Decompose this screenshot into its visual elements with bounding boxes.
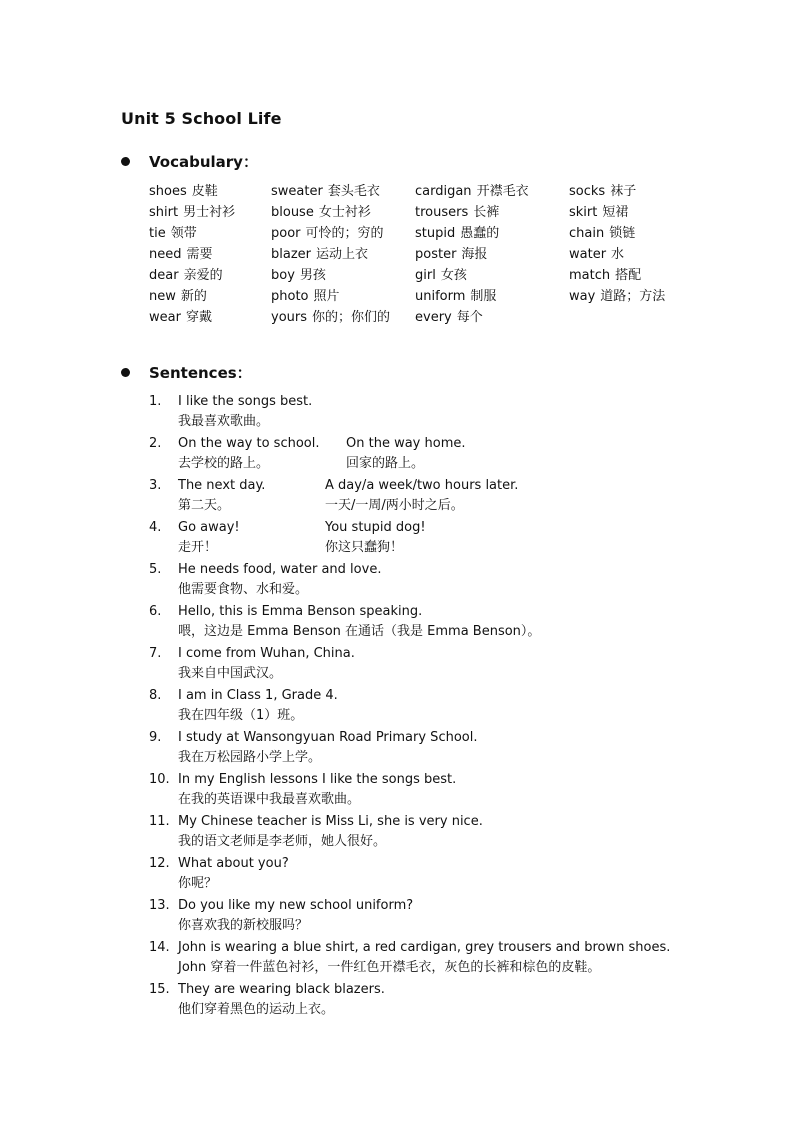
vocab-translation: 穿戴 <box>185 310 212 325</box>
vocab-translation: 皮鞋 <box>191 184 218 199</box>
vocab-translation: 愚蠢的 <box>460 226 500 241</box>
sentence-number: 1. <box>149 394 162 409</box>
vocab-entry <box>149 226 197 242</box>
sentence-chinese: 你呢？ <box>178 876 218 891</box>
page-title: Unit 5 School Life <box>121 109 282 128</box>
vocab-entry <box>415 226 499 242</box>
sentence-english: Hello, this is Emma Benson speaking. <box>178 604 423 619</box>
sentence-chinese: 喂，这边是 Emma Benson 在通话（我是 Emma Benson）。 <box>178 624 541 639</box>
vocab-entry <box>271 268 326 284</box>
vocab-entry <box>149 247 213 263</box>
sentence-number: 15. <box>149 982 170 997</box>
vocab-translation: 照片 <box>313 289 340 304</box>
bullet-icon <box>121 157 130 166</box>
vocab-word: cardigan <box>415 184 472 199</box>
sentence-number: 9. <box>149 730 162 745</box>
vocab-translation: 开襟毛衣 <box>476 184 529 199</box>
vocab-word: skirt <box>569 205 598 220</box>
sentence-chinese: 我在万松园路小学上学。 <box>178 750 322 765</box>
sentence-number: 12. <box>149 856 170 871</box>
vocab-translation: 男士衬衫 <box>183 205 236 220</box>
sentence-english: I come from Wuhan, China. <box>178 646 355 661</box>
vocab-entry <box>415 205 499 221</box>
vocab-translation: 锁链 <box>609 226 636 241</box>
vocab-entry <box>569 205 628 221</box>
vocabulary-heading <box>121 151 258 172</box>
sentence-english: I like the songs best. <box>178 394 313 409</box>
vocab-word: need <box>149 247 182 262</box>
sentence-english-alt: On the way home. <box>346 436 466 451</box>
sentence-english: I am in Class 1, Grade 4. <box>178 688 338 703</box>
vocab-word: girl <box>415 268 436 283</box>
sentence-number: 13. <box>149 898 170 913</box>
sentence-number: 7. <box>149 646 162 661</box>
sentence-chinese: 我最喜欢歌曲。 <box>178 414 270 429</box>
sentence-english: John is wearing a blue shirt, a red cardigan, grey trousers and brown shoes. <box>178 940 671 955</box>
vocab-word: new <box>149 289 176 304</box>
vocab-translation: 短裙 <box>602 205 629 220</box>
vocab-entry <box>149 184 218 200</box>
sentences-heading-label: Sentences： <box>149 364 252 382</box>
sentence-chinese: 第二天。 <box>178 498 231 513</box>
vocab-word: match <box>569 268 611 283</box>
sentence-number: 2. <box>149 436 162 451</box>
vocab-translation: 女孩 <box>440 268 467 283</box>
sentence-chinese: 去学校的路上。 <box>178 456 270 471</box>
sentence-english-alt: You stupid dog! <box>325 520 426 535</box>
sentence-english: In my English lessons I like the songs best. <box>178 772 457 787</box>
sentence-english: Do you like my new school uniform? <box>178 898 414 913</box>
vocab-word: shoes <box>149 184 187 199</box>
sentence-chinese: 在我的英语课中我最喜欢歌曲。 <box>178 792 361 807</box>
vocab-word: blazer <box>271 247 311 262</box>
vocab-entry <box>569 247 624 263</box>
sentence-chinese-alt: 你这只蠢狗！ <box>325 540 404 555</box>
sentence-chinese: 他们穿着黑色的运动上衣。 <box>178 1002 335 1017</box>
vocab-entry <box>569 226 635 242</box>
sentence-chinese: 他需要食物、水和爱。 <box>178 582 309 597</box>
sentence-number: 3. <box>149 478 162 493</box>
vocab-entry <box>271 247 368 263</box>
vocab-word: sweater <box>271 184 323 199</box>
vocab-word: dear <box>149 268 179 283</box>
sentence-chinese: 我在四年级（1）班。 <box>178 708 304 723</box>
sentence-english-alt: A day/a week/two hours later. <box>325 478 519 493</box>
vocab-word: socks <box>569 184 606 199</box>
vocabulary-heading-label: Vocabulary： <box>149 153 258 171</box>
vocab-word: chain <box>569 226 605 241</box>
vocab-translation: 运动上衣 <box>316 247 369 262</box>
sentence-english: Go away! <box>178 520 240 535</box>
vocab-translation: 你的；你们的 <box>312 310 391 325</box>
vocab-translation: 长裤 <box>473 205 500 220</box>
vocab-translation: 可怜的；穷的 <box>305 226 384 241</box>
vocab-translation: 亲爱的 <box>183 268 223 283</box>
sentence-english: My Chinese teacher is Miss Li, she is very nice. <box>178 814 483 829</box>
sentence-number: 6. <box>149 604 162 619</box>
vocab-word: every <box>415 310 452 325</box>
sentence-english: What about you? <box>178 856 289 871</box>
vocab-word: way <box>569 289 596 304</box>
vocab-translation: 道路；方法 <box>600 289 666 304</box>
vocab-translation: 男孩 <box>299 268 326 283</box>
vocab-entry <box>149 268 223 284</box>
sentence-chinese: 我来自中国武汉。 <box>178 666 283 681</box>
vocab-word: boy <box>271 268 295 283</box>
vocab-entry <box>569 268 641 284</box>
vocab-translation: 水 <box>611 247 625 262</box>
sentence-chinese-alt: 一天/一周/两小时之后。 <box>325 498 464 513</box>
sentence-english: The next day. <box>178 478 266 493</box>
vocab-entry <box>415 289 496 305</box>
vocab-entry <box>149 205 235 221</box>
vocab-entry <box>271 289 340 305</box>
sentence-number: 11. <box>149 814 170 829</box>
sentence-english: They are wearing black blazers. <box>178 982 385 997</box>
bullet-icon <box>121 368 130 377</box>
vocab-word: stupid <box>415 226 456 241</box>
vocab-entry <box>415 247 487 263</box>
vocab-entry <box>271 310 390 326</box>
vocab-word: poor <box>271 226 301 241</box>
vocab-entry <box>569 289 665 305</box>
vocab-entry <box>415 184 529 200</box>
vocab-word: photo <box>271 289 309 304</box>
vocab-translation: 需要 <box>186 247 213 262</box>
sentence-number: 10. <box>149 772 170 787</box>
vocab-entry <box>415 310 483 326</box>
vocab-word: trousers <box>415 205 469 220</box>
vocab-translation: 袜子 <box>610 184 637 199</box>
vocab-translation: 领带 <box>170 226 197 241</box>
vocab-entry <box>271 205 371 221</box>
vocab-word: wear <box>149 310 181 325</box>
vocab-translation: 制服 <box>470 289 497 304</box>
vocab-translation: 女士衬衫 <box>318 205 371 220</box>
sentence-chinese: 走开！ <box>178 540 218 555</box>
vocab-entry <box>271 226 384 242</box>
sentence-number: 8. <box>149 688 162 703</box>
sentence-english: He needs food, water and love. <box>178 562 382 577</box>
vocab-word: tie <box>149 226 166 241</box>
vocab-translation: 搭配 <box>615 268 642 283</box>
sentence-number: 5. <box>149 562 162 577</box>
vocab-entry <box>415 268 467 284</box>
vocab-translation: 海报 <box>461 247 488 262</box>
vocab-translation: 套头毛衣 <box>327 184 380 199</box>
vocab-entry <box>149 310 212 326</box>
sentence-chinese: 你喜欢我的新校服吗？ <box>178 918 309 933</box>
vocab-entry <box>271 184 380 200</box>
sentence-chinese: 我的语文老师是李老师，她人很好。 <box>178 834 387 849</box>
sentence-english: I study at Wansongyuan Road Primary School. <box>178 730 478 745</box>
vocab-translation: 新的 <box>180 289 207 304</box>
vocab-entry <box>149 289 207 305</box>
sentence-chinese-alt: 回家的路上。 <box>346 456 425 471</box>
sentence-number: 14. <box>149 940 170 955</box>
vocab-entry <box>569 184 636 200</box>
vocab-word: yours <box>271 310 308 325</box>
vocab-word: water <box>569 247 607 262</box>
vocab-translation: 每个 <box>456 310 483 325</box>
vocab-word: poster <box>415 247 457 262</box>
sentences-heading <box>121 362 252 383</box>
sentence-number: 4. <box>149 520 162 535</box>
sentence-english: On the way to school. <box>178 436 320 451</box>
vocab-word: blouse <box>271 205 314 220</box>
sentence-chinese: John 穿着一件蓝色衬衫，一件红色开襟毛衣，灰色的长裤和棕色的皮鞋。 <box>178 960 601 975</box>
vocab-word: uniform <box>415 289 466 304</box>
vocab-word: shirt <box>149 205 179 220</box>
